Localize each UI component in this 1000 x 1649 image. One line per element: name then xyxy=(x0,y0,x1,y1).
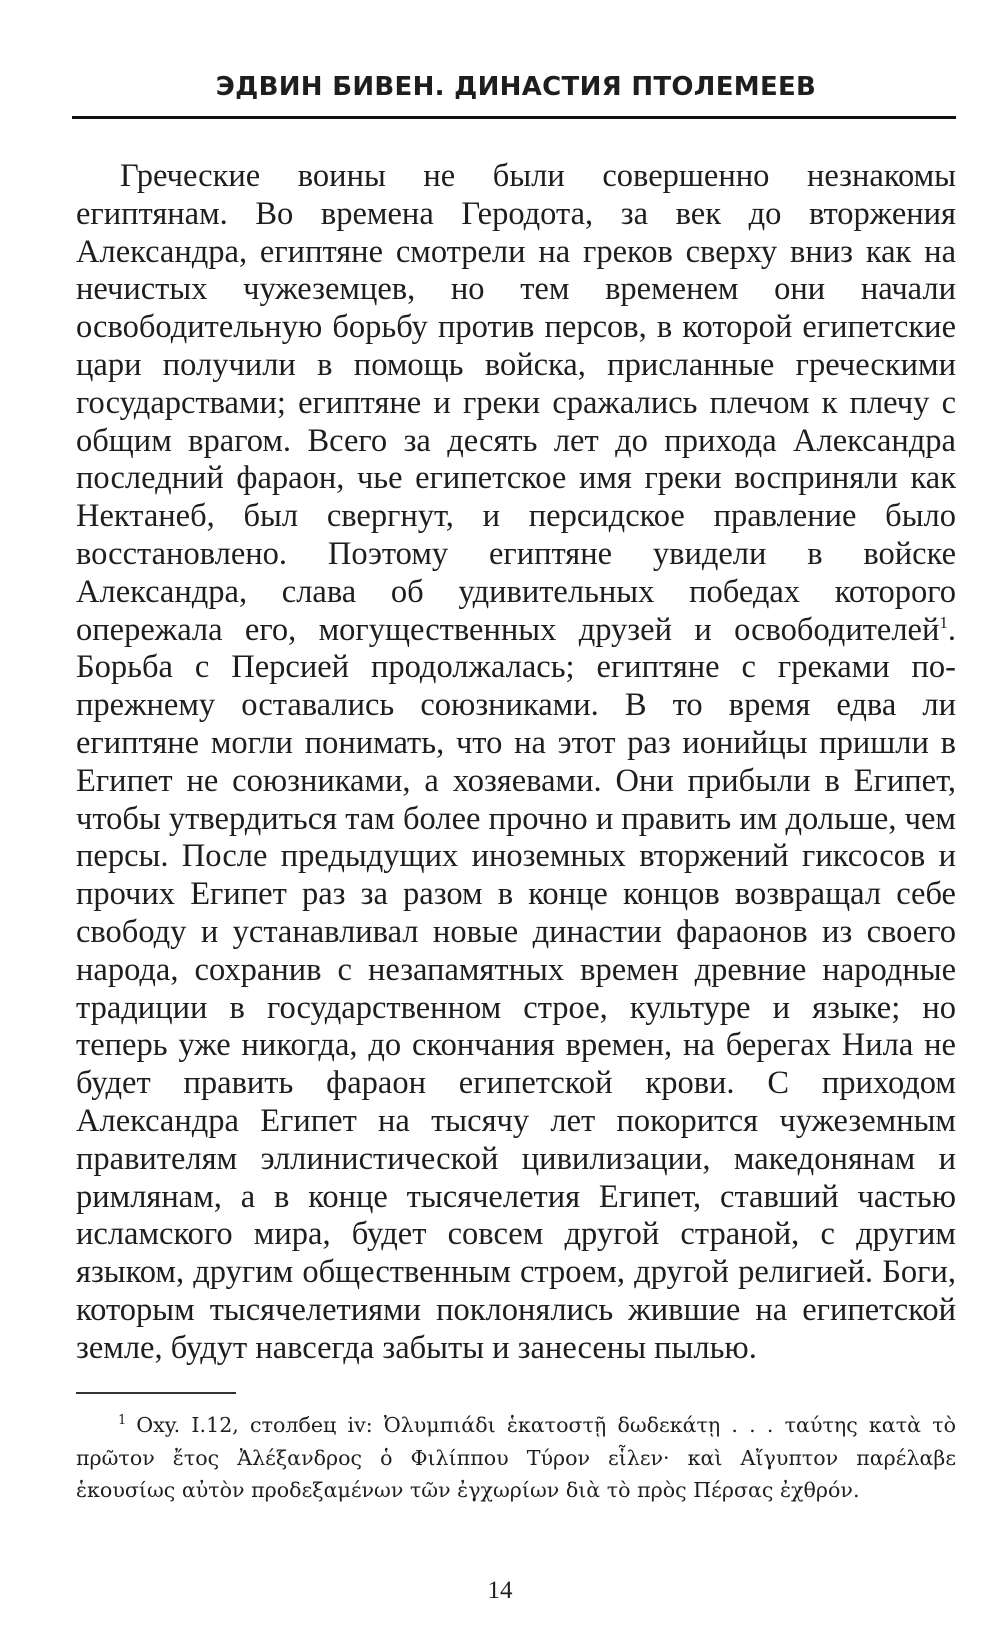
footnote-reference[interactable]: 1 xyxy=(939,612,948,632)
paragraph-text-part-2: . Борьба с Персией продолжалась; египтяне с греками по-прежнему оставались союзниками. В то время едва ли египтяне могли понимать, что на этот раз ионийцы пришли в Египет не союзниками, а хозяевами. Они прибыли в Египет, чтобы утвердиться там более прочно и править им дольше, чем персы. После предыдущих иноземных вторжений гиксосов и прочих Египет раз за разом в конце концов возвращал себе свободу и устанавливал новые династии фараонов из своего народа, сохранив с незапамятных времен древние народные традиции в государственном строе, культуре и языке; но теперь уже никогда, до скончания времен, на берегах Нила не будет править фараон египетской крови. С приходом Александра Египет на тысячу лет покорится чужеземным правителям эллинистической цивилизации, македонянам и римлянам, а в конце тысячелетия Египет, ставший частью исламского мира, будет совсем другой страной, с другим языком, другим общественным строем, другой религией. Боги, которым тысячелетиями поклонялись жившие на египетской земле, будут навсегда забыты и занесены пылью. xyxy=(76,611,956,1366)
header-rule xyxy=(72,116,956,119)
footnote xyxy=(76,1409,956,1507)
running-title: ЭДВИН БИВЕН. ДИНАСТИЯ ПТОЛЕМЕЕВ xyxy=(215,72,817,102)
footnote-rule xyxy=(76,1392,236,1394)
footnote-marker: 1 xyxy=(118,1413,127,1429)
main-paragraph xyxy=(76,158,956,1368)
footnote-text: Oxy. I.12, столбец iv: Ὀλυμπιάδι ἑκατοστῇ δωδεκάτῃ . . . ταύτης κατὰ τὸ πρῶτον ἔτος Ἀλέξανδρος ὁ Φιλίππου Τύρον εἷλεν· καὶ Αἴγυπτον παρέλαβε ἑκουσίως αὐτὸν προδεξαμένων τῶν ἐγχωρίων διὰ τὸ πρὸς Πέρσας ἐχθρόν. xyxy=(76,1413,956,1502)
paragraph-text-part-1: Греческие воины не были совершенно незнакомы египтянам. Во времена Геродота, за век до вторжения Александра, египтяне смотрели на греков сверху вниз как на нечистых чужеземцев, но тем временем они начали освободительную борьбу против персов, в которой египетские цари получили в помощь войска, присланные греческими государствами; египтяне и греки сражались плечом к плечу с общим врагом. Всего за десять лет до прихода Александра последний фараон, чье египетское имя греки восприняли как Нектанеб, был свергнут, и персидское правление было восстановлено. Поэтому египтяне увидели в войске Александра, слава об удивительных победах которого опережала его, могущественных друзей и освободителей xyxy=(76,158,956,648)
page-number: 14 xyxy=(487,1577,513,1604)
